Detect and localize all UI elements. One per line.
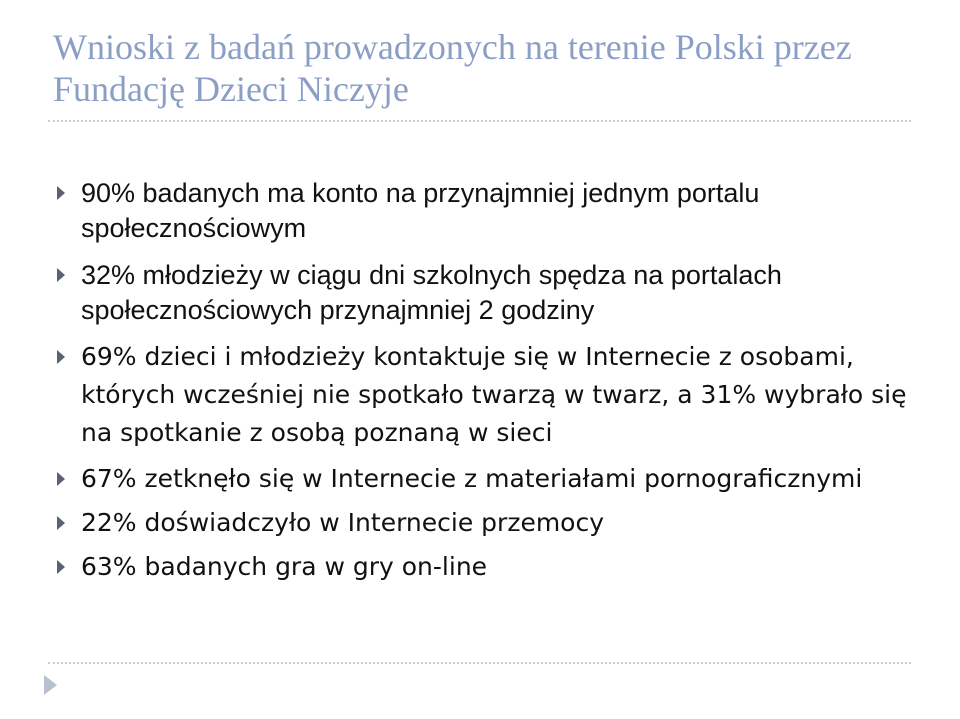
footer-divider — [48, 662, 911, 664]
triangle-bullet-icon — [57, 186, 65, 200]
triangle-bullet-icon — [57, 472, 65, 486]
triangle-bullet-icon — [57, 560, 65, 574]
triangle-bullet-icon — [57, 350, 65, 364]
bullet-list — [0, 176, 960, 586]
bullet-item — [0, 548, 960, 586]
bullet-text: 32% młodzieży w ciągu dni szkolnych spędza na portalach społecznościowych przynajmniej 2 godziny — [81, 260, 782, 325]
triangle-bullet-icon — [57, 268, 65, 282]
bullet-text: 63% badanych gra w gry on-line — [81, 552, 488, 581]
bullet-text: 22% doświadczyło w Internecie przemocy — [81, 508, 605, 537]
title-divider — [48, 120, 911, 122]
bullet-text: 90% badanych ma konto na przynajmniej jednym portalu społecznościowym — [81, 178, 760, 243]
triangle-bullet-icon — [57, 516, 65, 530]
bullet-item — [0, 338, 960, 452]
next-slide-arrow-icon[interactable] — [44, 675, 57, 695]
bullet-text: 69% dzieci i młodzieży kontaktuje się w Internecie z osobami, których wcześniej nie spotkało twarzą w twarz, a 31% wybrało się na spotkanie z osobą poznaną w sieci — [81, 342, 907, 447]
slide-title: Wnioski z badań prowadzonych na terenie Polski przez Fundację Dzieci Niczyje — [53, 27, 852, 109]
bullet-item — [0, 258, 960, 328]
bullet-item — [0, 504, 960, 542]
bullet-item — [0, 176, 960, 246]
bullet-text: 67% zetknęło się w Internecie z materiałami pornograficznymi — [81, 464, 863, 493]
bullet-item — [0, 460, 960, 498]
